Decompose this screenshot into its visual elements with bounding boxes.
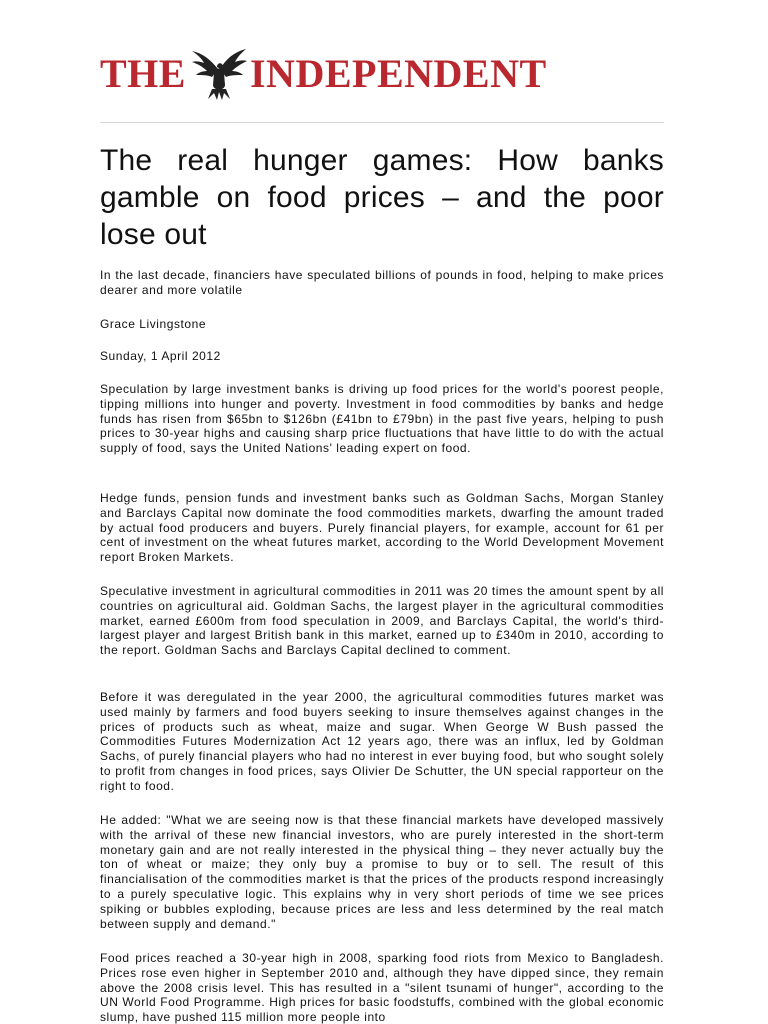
article-paragraph-1: Speculation by large investment banks is driving up food prices for the world's poorest people, tipping millions into hunger and poverty. Investment in food commodities by banks and hedge funds has risen from $65bn to $126bn (£41bn to £79bn) in the past five years, helping to push prices to 30-year highs and causing sharp price fluctuations that have little to do with the actual supply of food, says the United Nations' leading expert on food. [100, 382, 664, 456]
article-standfirst: In the last decade, financiers have speculated billions of pounds in food, helping to make prices dearer and more volatile [100, 268, 664, 297]
masthead-word-independent: INDEPENDENT [249, 51, 547, 96]
masthead-logo[interactable] [100, 44, 664, 104]
masthead-word-the: THE [100, 51, 186, 96]
article-paragraph-3: Speculative investment in agricultural commodities in 2011 was 20 times the amount spent by all countries on agricultural aid. Goldman Sachs, the largest player in the agricultural commodities market, earned £600m from food speculation in 2009, and Barclays Capital, the world's third-largest player and largest British bank in this market, earned up to £340m in 2010, according to the report. Goldman Sachs and Barclays Capital declined to comment. [100, 584, 664, 658]
article-date: Sunday, 1 April 2012 [100, 349, 221, 363]
article-paragraph-4: Before it was deregulated in the year 2000, the agricultural commodities futures market was used mainly by farmers and food buyers seeking to insure themselves against changes in the prices of products such as wheat, maize and sugar. When George W Bush passed the Commodities Futures Modernization Act 12 years ago, there was an influx, led by Goldman Sachs, of purely financial players who had no interest in ever buying food, but who sought solely to profit from changes in food prices, says Olivier De Schutter, the UN special rapporteur on the right to food. [100, 690, 664, 793]
article-paragraph-6: Food prices reached a 30-year high in 2008, sparking food riots from Mexico to Bangladesh. Prices rose even higher in September 2010 and, although they have dipped since, they remain above the 2008 crisis level. This has resulted in a "silent tsunami of hunger", according to the UN World Food Programme. High prices for basic foodstuffs, combined with the global economic slump, have pushed 115 million more people into [100, 951, 664, 1024]
masthead-divider [100, 122, 664, 123]
eagle-icon [190, 47, 248, 101]
article-author: Grace Livingstone [100, 317, 207, 331]
article-paragraph-5: He added: "What we are seeing now is that these financial markets have developed massively with the arrival of these new financial investors, who are purely interested in the short-term monetary gain and are not really interested in the physical thing – they never actually buy the ton of wheat or maize; they only buy a promise to buy or to sell. The result of this financialisation of the commodities market is that the prices of the products respond increasingly to a purely speculative logic. This explains why in very short periods of time we see prices spiking or bubbles exploding, because prices are less and less determined by the real match between supply and demand." [100, 813, 664, 931]
article-paragraph-2: Hedge funds, pension funds and investment banks such as Goldman Sachs, Morgan Stanley and Barclays Capital now dominate the food commodities markets, dwarfing the amount traded by actual food producers and buyers. Purely financial players, for example, account for 61 per cent of investment on the wheat futures market, according to the World Development Movement report Broken Markets. [100, 491, 664, 565]
article-headline: The real hunger games: How banks gamble on food prices – and the poor lose out [100, 144, 664, 251]
